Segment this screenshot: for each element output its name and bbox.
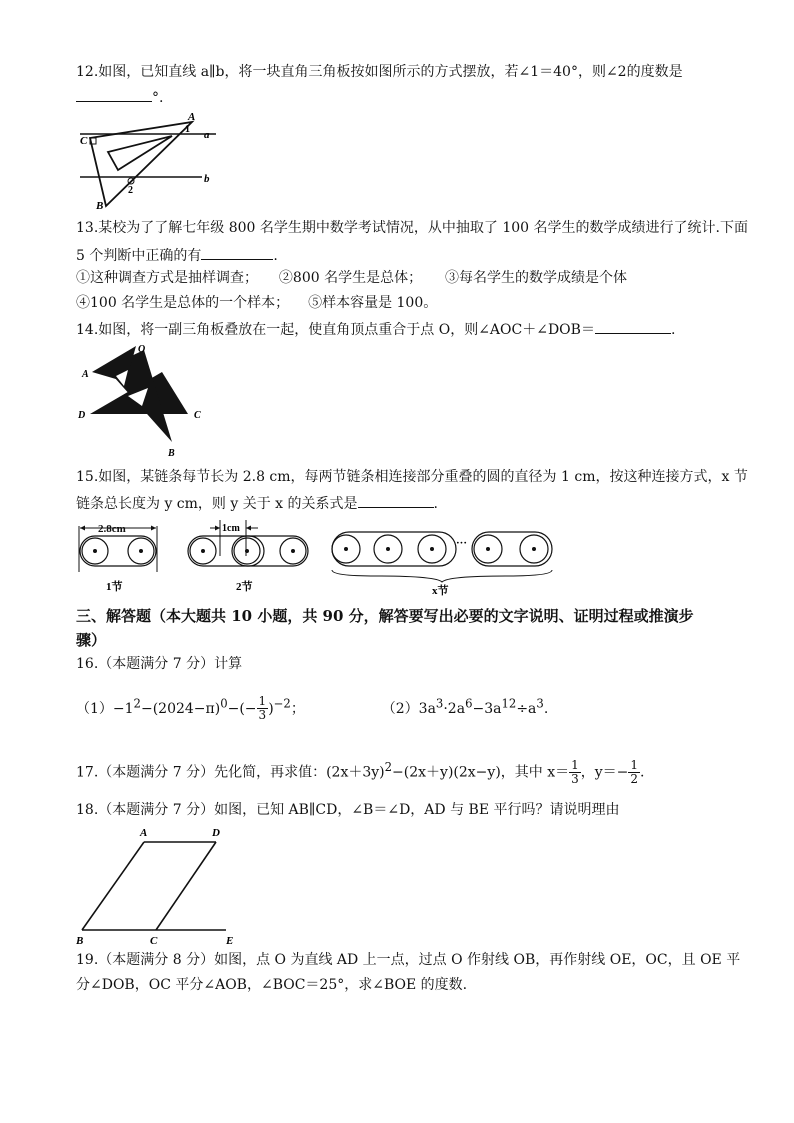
- q13-option-4: ④100 名学生是总体的一个样本；: [76, 295, 290, 311]
- svg-text:D: D: [78, 410, 86, 421]
- q15-figure: [76, 516, 576, 596]
- q13-text: 13.某校为了了解七年级 800 名学生期中数学考试情况，从中抽取了 100 名学生的数学成绩进行了统计.下面: [76, 220, 748, 236]
- q13-options-row-1: [76, 268, 726, 288]
- q13-option-5: ⑤样本容量是 100。: [308, 295, 438, 311]
- svg-text:1cm: 1cm: [222, 523, 240, 534]
- svg-text:B: B: [96, 200, 104, 210]
- svg-text:2: 2: [128, 185, 133, 196]
- q12-figure: [76, 110, 226, 210]
- q15-text-2: 链条总长度为 y cm，则 y 关于 x 的关系式是 .: [76, 492, 726, 514]
- fraction: $\frac{1}{2}$: [630, 758, 639, 787]
- svg-text:A: A: [140, 827, 148, 839]
- svg-text:2.8cm: 2.8cm: [98, 523, 126, 535]
- svg-text:2节: 2节: [236, 581, 253, 593]
- q16-head: 16.（本题满分 7 分）计算: [76, 656, 243, 672]
- svg-text:C: C: [194, 410, 201, 421]
- svg-text:D: D: [212, 827, 220, 839]
- fraction: $\frac{1}{3}$: [258, 694, 267, 723]
- q17-text: 17.（本题满分 7 分）先化简，再求值：$(2x+3y)^2-(2x+y)(2x-y)$，其中 x＝ $\frac{1}{3}$ ，y＝− $\frac{1}{2}$ .: [76, 758, 645, 787]
- svg-text:1: 1: [185, 124, 190, 135]
- svg-text:x节: x节: [432, 585, 449, 596]
- svg-text:1节: 1节: [106, 581, 123, 593]
- q14-figure: [76, 342, 216, 460]
- q18-text: 18.（本题满分 7 分）如图，已知 AB∥CD，∠B＝∠D，AD 与 BE 平行吗？请说明理由: [76, 802, 620, 818]
- q16-part-1: $(1)-1^2-(2024-\pi)^0-(-$ $\frac{1}{3}$ )$^{-2}$；: [76, 694, 305, 723]
- q14-text: 14.如图，将一副三角板叠放在一起，使直角顶点重合于点 O，则∠AOC＋∠DOB＝ .: [76, 318, 726, 340]
- q13-option-2: ②800 名学生是总体；: [278, 270, 423, 286]
- q12-answer-line: °.: [76, 86, 726, 108]
- svg-text:A: A: [82, 369, 89, 380]
- section-3-title: 三、解答题（本大题共 10 小题，共 90 分，解答要写出必要的文字说明、证明过程或推演步: [76, 607, 694, 625]
- svg-text:B: B: [168, 448, 175, 459]
- svg-text:a: a: [204, 129, 210, 141]
- answer-blank: [595, 318, 671, 334]
- svg-text:A: A: [188, 111, 196, 123]
- q13-text-2: 5 个判断中正确的有 .: [76, 244, 726, 266]
- answer-blank: [358, 492, 434, 508]
- svg-text:B: B: [76, 935, 84, 947]
- section-3-title-2: 骤）: [76, 631, 107, 649]
- answer-blank: [76, 86, 152, 102]
- q16-part-2: $(2)3a^3\cdot 2a^6-3a^{12}\div a^3$.: [381, 696, 549, 717]
- q12-text: 12.如图，已知直线 a∥b，将一块直角三角板按如图所示的方式摆放，若∠1＝40°，则∠2的度数是: [76, 64, 683, 80]
- fraction: $\frac{1}{3}$: [571, 758, 579, 787]
- svg-text:C: C: [150, 935, 158, 947]
- svg-text:C: C: [80, 135, 88, 147]
- q13-options-row-2: [76, 293, 726, 313]
- q16-expressions: [76, 688, 726, 723]
- answer-blank: [201, 244, 273, 260]
- q19-text: 19.（本题满分 8 分）如图，点 O 为直线 AD 上一点，过点 O 作射线 OB，再作射线 OE，OC，且 OE 平: [76, 952, 741, 968]
- svg-text:b: b: [204, 173, 210, 185]
- q19-text-2: 分∠DOB，OC 平分∠AOB，∠BOC＝25°，求∠BOE 的度数.: [76, 977, 468, 993]
- q13-option-3: ③每名学生的数学成绩是个体: [444, 270, 627, 286]
- svg-text:E: E: [226, 935, 234, 947]
- q15-text: 15.如图，某链条每节长为 2.8 cm，每两节链条相连接部分重叠的圆的直径为 1 cm，按这种连接方式，x 节: [76, 469, 748, 485]
- q13-option-1: ①这种调查方式是抽样调查；: [76, 270, 258, 286]
- svg-text:···: ···: [456, 537, 468, 549]
- q18-figure: [76, 824, 246, 948]
- svg-text:O: O: [138, 344, 146, 355]
